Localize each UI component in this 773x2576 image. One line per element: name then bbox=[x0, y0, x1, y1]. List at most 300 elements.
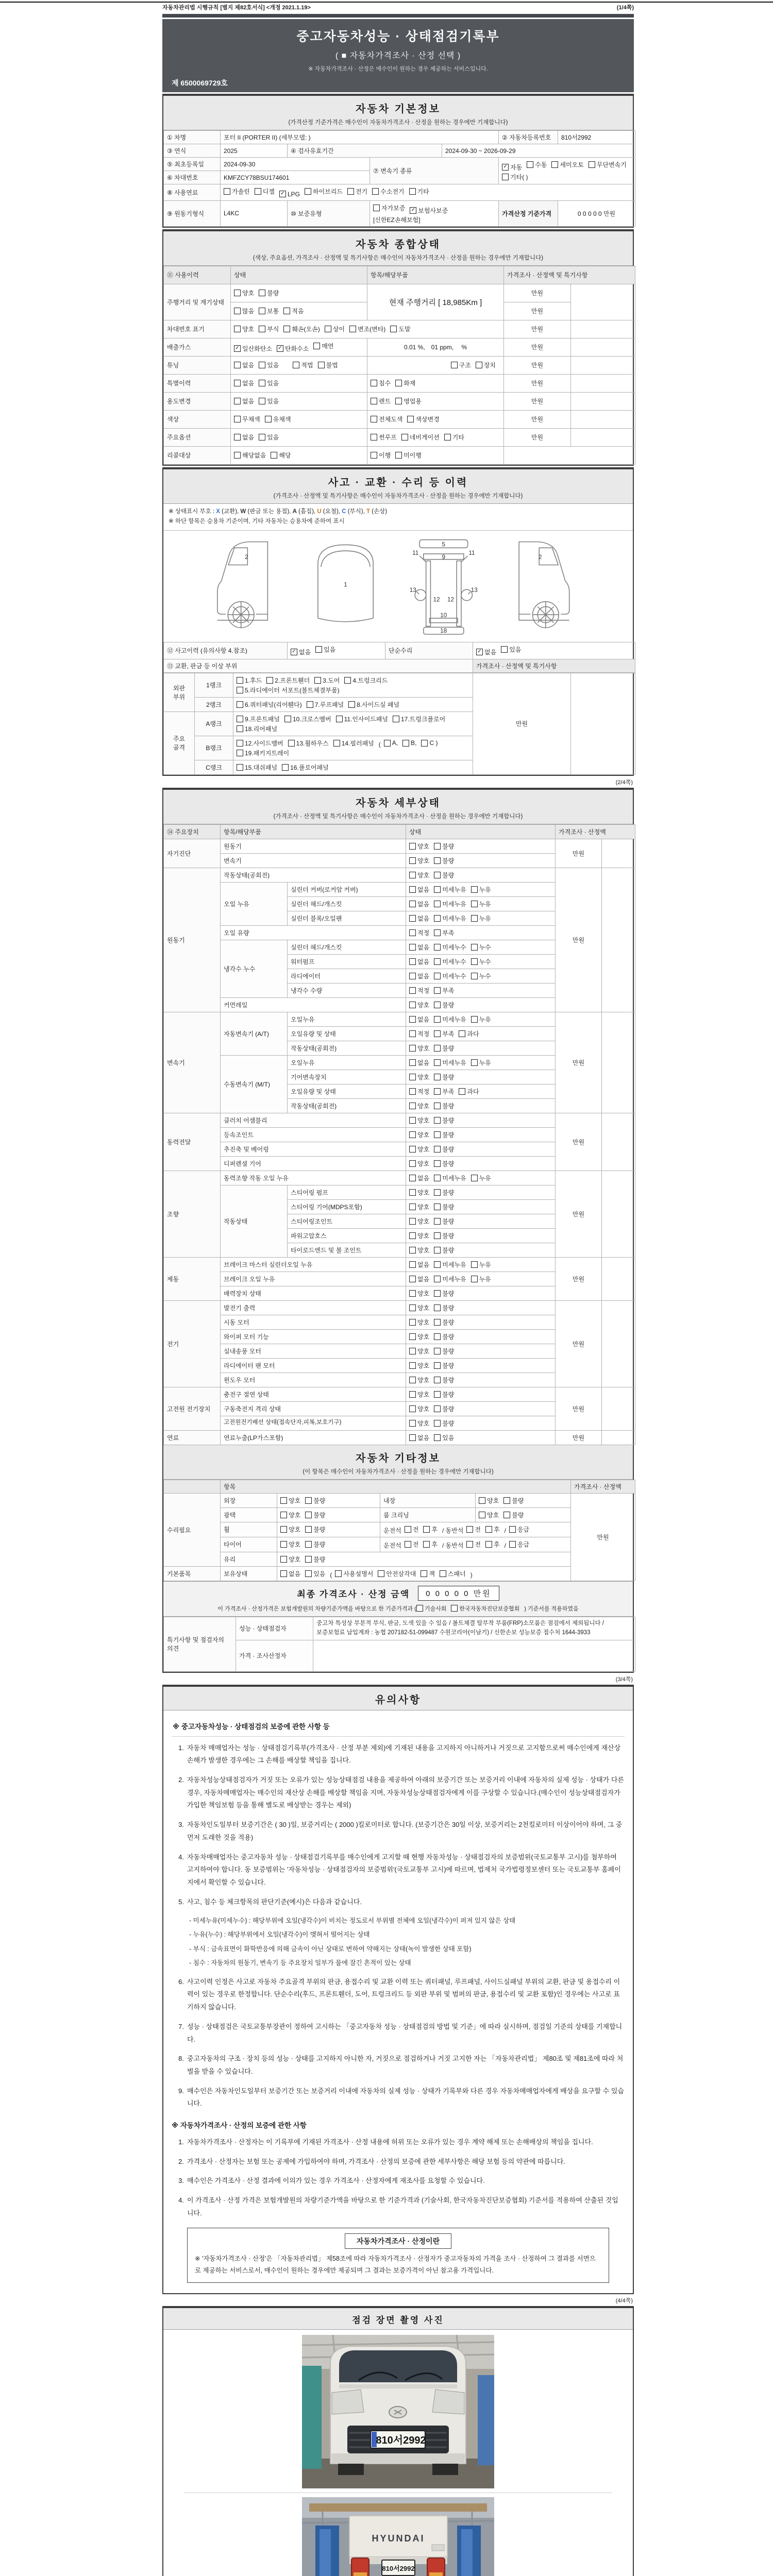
checkbox-option[interactable] bbox=[313, 342, 333, 350]
unchecked-checkbox-icon[interactable] bbox=[325, 326, 331, 332]
unchecked-checkbox-icon[interactable] bbox=[409, 1377, 416, 1383]
unchecked-checkbox-icon[interactable] bbox=[283, 326, 290, 332]
unchecked-checkbox-icon[interactable] bbox=[280, 1570, 287, 1577]
checkbox-option[interactable] bbox=[409, 1376, 429, 1384]
unchecked-checkbox-icon[interactable] bbox=[527, 161, 533, 168]
checkbox-option[interactable] bbox=[409, 1303, 429, 1312]
unchecked-checkbox-icon[interactable] bbox=[434, 1045, 441, 1052]
checkbox-option[interactable] bbox=[434, 900, 466, 908]
checkbox-option[interactable] bbox=[423, 1540, 438, 1549]
unchecked-checkbox-icon[interactable] bbox=[255, 188, 261, 195]
unchecked-checkbox-icon[interactable] bbox=[409, 1160, 416, 1167]
checked-checkbox-icon[interactable]: ✓ bbox=[502, 164, 509, 171]
checkbox-option[interactable] bbox=[409, 842, 429, 851]
unchecked-checkbox-icon[interactable] bbox=[434, 1232, 441, 1239]
checkbox-option[interactable] bbox=[434, 1202, 454, 1211]
unchecked-checkbox-icon[interactable] bbox=[409, 1405, 416, 1412]
unchecked-checkbox-icon[interactable] bbox=[259, 326, 265, 332]
checkbox-option[interactable] bbox=[409, 1145, 429, 1154]
unchecked-checkbox-icon[interactable] bbox=[409, 1290, 416, 1297]
unchecked-checkbox-icon[interactable] bbox=[434, 944, 441, 951]
checkbox-option[interactable] bbox=[409, 928, 429, 937]
checkbox-option[interactable] bbox=[459, 1087, 479, 1096]
unchecked-checkbox-icon[interactable] bbox=[409, 1189, 416, 1196]
checkbox-option[interactable] bbox=[409, 1260, 429, 1269]
unchecked-checkbox-icon[interactable] bbox=[471, 886, 478, 893]
unchecked-checkbox-icon[interactable] bbox=[409, 1117, 416, 1124]
checkbox-option[interactable] bbox=[409, 1246, 429, 1255]
unchecked-checkbox-icon[interactable] bbox=[409, 1074, 416, 1080]
unchecked-checkbox-icon[interactable] bbox=[409, 901, 416, 907]
unchecked-checkbox-icon[interactable] bbox=[471, 1059, 478, 1066]
checkbox-option[interactable] bbox=[434, 1289, 454, 1298]
unchecked-checkbox-icon[interactable] bbox=[471, 958, 478, 965]
unchecked-checkbox-icon[interactable] bbox=[371, 416, 377, 422]
checkbox-option[interactable] bbox=[434, 1188, 454, 1197]
checkbox-option[interactable] bbox=[423, 1525, 438, 1534]
unchecked-checkbox-icon[interactable] bbox=[409, 929, 416, 936]
unchecked-checkbox-icon[interactable] bbox=[401, 434, 408, 440]
unchecked-checkbox-icon[interactable] bbox=[434, 886, 441, 893]
checkbox-option[interactable] bbox=[434, 957, 466, 966]
unchecked-checkbox-icon[interactable] bbox=[471, 901, 478, 907]
unchecked-checkbox-icon[interactable] bbox=[434, 1117, 441, 1124]
unchecked-checkbox-icon[interactable] bbox=[479, 1512, 485, 1518]
unchecked-checkbox-icon[interactable] bbox=[237, 725, 243, 732]
checkbox-option[interactable] bbox=[390, 325, 410, 333]
unchecked-checkbox-icon[interactable] bbox=[471, 915, 478, 922]
checkbox-option[interactable] bbox=[434, 1376, 454, 1384]
checkbox-option[interactable] bbox=[471, 1275, 491, 1283]
unchecked-checkbox-icon[interactable] bbox=[434, 843, 441, 850]
unchecked-checkbox-icon[interactable] bbox=[305, 1570, 312, 1577]
checkbox-option[interactable] bbox=[434, 1145, 454, 1154]
unchecked-checkbox-icon[interactable] bbox=[409, 915, 416, 922]
checkbox-option[interactable] bbox=[509, 1540, 529, 1549]
checkbox-option[interactable] bbox=[283, 325, 320, 333]
unchecked-checkbox-icon[interactable] bbox=[234, 308, 241, 314]
checkbox-option[interactable] bbox=[434, 1275, 466, 1283]
checkbox-option[interactable] bbox=[279, 191, 300, 198]
checkbox-option[interactable] bbox=[288, 739, 329, 748]
unchecked-checkbox-icon[interactable] bbox=[409, 958, 416, 965]
unchecked-checkbox-icon[interactable] bbox=[466, 1541, 473, 1548]
checkbox-option[interactable] bbox=[237, 700, 302, 709]
checkbox-option[interactable] bbox=[336, 715, 388, 723]
checkbox-option[interactable] bbox=[371, 433, 397, 442]
unchecked-checkbox-icon[interactable] bbox=[409, 1261, 416, 1268]
unchecked-checkbox-icon[interactable] bbox=[237, 750, 243, 756]
unchecked-checkbox-icon[interactable] bbox=[434, 958, 441, 965]
checkbox-option[interactable] bbox=[234, 325, 254, 333]
checkbox-option[interactable] bbox=[409, 1188, 429, 1197]
checkbox-option[interactable] bbox=[259, 289, 279, 297]
checkbox-option[interactable] bbox=[466, 1525, 481, 1534]
checkbox-option[interactable] bbox=[471, 1058, 491, 1067]
unchecked-checkbox-icon[interactable] bbox=[434, 1377, 441, 1383]
unchecked-checkbox-icon[interactable] bbox=[434, 915, 441, 922]
checkbox-option[interactable] bbox=[259, 379, 279, 387]
unchecked-checkbox-icon[interactable] bbox=[451, 362, 458, 368]
checkbox-option[interactable] bbox=[305, 1496, 325, 1505]
unchecked-checkbox-icon[interactable] bbox=[259, 380, 265, 386]
checkbox-option[interactable] bbox=[485, 1540, 500, 1549]
checkbox-option[interactable] bbox=[503, 1511, 524, 1519]
checkbox-option[interactable] bbox=[434, 1231, 454, 1240]
checkbox-option[interactable] bbox=[409, 187, 429, 196]
checkbox-option[interactable] bbox=[280, 1525, 300, 1534]
checkbox-option[interactable] bbox=[277, 344, 309, 353]
unchecked-checkbox-icon[interactable] bbox=[434, 1002, 441, 1008]
checkbox-option[interactable] bbox=[409, 943, 429, 952]
checkbox-option[interactable] bbox=[234, 451, 266, 460]
checkbox-option[interactable] bbox=[234, 361, 254, 369]
unchecked-checkbox-icon[interactable] bbox=[434, 1405, 441, 1412]
unchecked-checkbox-icon[interactable] bbox=[409, 1276, 416, 1282]
unchecked-checkbox-icon[interactable] bbox=[434, 1131, 441, 1138]
checkbox-option[interactable] bbox=[409, 1318, 429, 1327]
checkbox-option[interactable] bbox=[589, 160, 627, 169]
checked-checkbox-icon[interactable]: ✓ bbox=[476, 649, 483, 655]
unchecked-checkbox-icon[interactable] bbox=[372, 188, 379, 195]
unchecked-checkbox-icon[interactable] bbox=[434, 1030, 441, 1037]
unchecked-checkbox-icon[interactable] bbox=[234, 326, 241, 332]
unchecked-checkbox-icon[interactable] bbox=[237, 701, 243, 708]
checkbox-option[interactable] bbox=[440, 1569, 466, 1578]
unchecked-checkbox-icon[interactable] bbox=[259, 308, 265, 314]
checkbox-option[interactable] bbox=[409, 1044, 429, 1053]
checkbox-option[interactable] bbox=[434, 1260, 466, 1269]
unchecked-checkbox-icon[interactable] bbox=[434, 1420, 441, 1427]
checkbox-option[interactable] bbox=[395, 451, 422, 460]
unchecked-checkbox-icon[interactable] bbox=[434, 1175, 441, 1181]
checkbox-option[interactable] bbox=[409, 1217, 429, 1226]
checkbox-option[interactable] bbox=[527, 160, 547, 169]
checkbox-option[interactable] bbox=[409, 914, 429, 923]
unchecked-checkbox-icon[interactable] bbox=[402, 740, 409, 747]
unchecked-checkbox-icon[interactable] bbox=[305, 1541, 312, 1548]
checkbox-option[interactable] bbox=[280, 1569, 300, 1578]
unchecked-checkbox-icon[interactable] bbox=[395, 380, 402, 386]
unchecked-checkbox-icon[interactable] bbox=[434, 1319, 441, 1326]
unchecked-checkbox-icon[interactable] bbox=[444, 434, 451, 440]
checkbox-option[interactable] bbox=[333, 739, 374, 748]
checkbox-option[interactable] bbox=[318, 361, 338, 369]
unchecked-checkbox-icon[interactable] bbox=[409, 1175, 416, 1181]
unchecked-checkbox-icon[interactable] bbox=[234, 290, 241, 296]
unchecked-checkbox-icon[interactable] bbox=[409, 1146, 416, 1153]
unchecked-checkbox-icon[interactable] bbox=[434, 1189, 441, 1196]
checkbox-option[interactable] bbox=[280, 1555, 300, 1564]
checkbox-option[interactable] bbox=[410, 206, 448, 215]
checkbox-option[interactable] bbox=[471, 900, 491, 908]
checkbox-option[interactable] bbox=[501, 645, 521, 654]
checkbox-option[interactable] bbox=[479, 1496, 499, 1505]
checkbox-option[interactable] bbox=[459, 1029, 479, 1038]
unchecked-checkbox-icon[interactable] bbox=[434, 1074, 441, 1080]
checkbox-option[interactable] bbox=[282, 763, 329, 772]
checkbox-option[interactable] bbox=[409, 1404, 429, 1413]
unchecked-checkbox-icon[interactable] bbox=[434, 1103, 441, 1109]
unchecked-checkbox-icon[interactable] bbox=[234, 452, 241, 459]
checkbox-option[interactable] bbox=[434, 1087, 454, 1096]
checkbox-option[interactable] bbox=[259, 433, 279, 442]
unchecked-checkbox-icon[interactable] bbox=[409, 1030, 416, 1037]
unchecked-checkbox-icon[interactable] bbox=[509, 1541, 516, 1548]
unchecked-checkbox-icon[interactable] bbox=[405, 1541, 411, 1548]
unchecked-checkbox-icon[interactable] bbox=[384, 740, 391, 747]
checkbox-option[interactable] bbox=[234, 415, 260, 423]
unchecked-checkbox-icon[interactable] bbox=[485, 1526, 492, 1533]
unchecked-checkbox-icon[interactable] bbox=[282, 764, 289, 771]
checkbox-option[interactable] bbox=[280, 1540, 300, 1549]
unchecked-checkbox-icon[interactable] bbox=[259, 434, 265, 440]
checkbox-option[interactable] bbox=[421, 739, 438, 747]
checkbox-option[interactable] bbox=[280, 1496, 300, 1505]
checkbox-option[interactable] bbox=[409, 1433, 429, 1442]
checkbox-option[interactable] bbox=[384, 739, 398, 747]
checkbox-option[interactable] bbox=[305, 1525, 325, 1534]
unchecked-checkbox-icon[interactable] bbox=[409, 1391, 416, 1398]
unchecked-checkbox-icon[interactable] bbox=[409, 944, 416, 951]
checkbox-option[interactable] bbox=[434, 1246, 454, 1255]
checkbox-option[interactable] bbox=[434, 972, 466, 980]
unchecked-checkbox-icon[interactable] bbox=[409, 973, 416, 979]
unchecked-checkbox-icon[interactable] bbox=[434, 1204, 441, 1210]
checkbox-option[interactable] bbox=[409, 1001, 429, 1009]
checkbox-option[interactable] bbox=[476, 361, 496, 369]
unchecked-checkbox-icon[interactable] bbox=[434, 1348, 441, 1354]
unchecked-checkbox-icon[interactable] bbox=[409, 1088, 416, 1095]
unchecked-checkbox-icon[interactable] bbox=[434, 1059, 441, 1066]
checkbox-option[interactable] bbox=[259, 307, 279, 315]
unchecked-checkbox-icon[interactable] bbox=[335, 1570, 342, 1577]
checkbox-option[interactable] bbox=[409, 1159, 429, 1168]
checkbox-option[interactable] bbox=[315, 645, 335, 654]
unchecked-checkbox-icon[interactable] bbox=[434, 1261, 441, 1268]
checkbox-option[interactable] bbox=[409, 1275, 429, 1283]
checkbox-option[interactable] bbox=[409, 1130, 429, 1139]
unchecked-checkbox-icon[interactable] bbox=[315, 646, 322, 653]
unchecked-checkbox-icon[interactable] bbox=[471, 1261, 478, 1268]
unchecked-checkbox-icon[interactable] bbox=[409, 872, 416, 878]
checkbox-option[interactable] bbox=[265, 415, 291, 423]
unchecked-checkbox-icon[interactable] bbox=[434, 1362, 441, 1369]
checkbox-option[interactable] bbox=[471, 885, 491, 894]
checkbox-option[interactable] bbox=[434, 1015, 466, 1024]
checked-checkbox-icon[interactable]: ✓ bbox=[410, 207, 416, 214]
checkbox-option[interactable] bbox=[335, 1569, 373, 1578]
checkbox-option[interactable] bbox=[407, 415, 439, 423]
checkbox-option[interactable] bbox=[434, 1174, 466, 1182]
unchecked-checkbox-icon[interactable] bbox=[434, 1146, 441, 1153]
unchecked-checkbox-icon[interactable] bbox=[409, 886, 416, 893]
checkbox-option[interactable] bbox=[291, 648, 311, 656]
unchecked-checkbox-icon[interactable] bbox=[407, 416, 414, 422]
checkbox-option[interactable] bbox=[409, 986, 429, 995]
unchecked-checkbox-icon[interactable] bbox=[405, 1526, 411, 1533]
checkbox-option[interactable] bbox=[409, 1390, 429, 1399]
checkbox-option[interactable] bbox=[409, 1116, 429, 1125]
unchecked-checkbox-icon[interactable] bbox=[471, 973, 478, 979]
unchecked-checkbox-icon[interactable] bbox=[259, 398, 265, 404]
checked-checkbox-icon[interactable]: ✓ bbox=[279, 191, 286, 197]
checkbox-option[interactable] bbox=[293, 361, 313, 369]
checkbox-option[interactable] bbox=[434, 1361, 454, 1370]
checkbox-option[interactable] bbox=[471, 1015, 491, 1024]
checkbox-option[interactable] bbox=[237, 739, 283, 748]
unchecked-checkbox-icon[interactable] bbox=[259, 290, 265, 296]
checkbox-option[interactable] bbox=[409, 871, 429, 879]
unchecked-checkbox-icon[interactable] bbox=[288, 740, 295, 747]
unchecked-checkbox-icon[interactable] bbox=[509, 1526, 516, 1533]
unchecked-checkbox-icon[interactable] bbox=[305, 1497, 312, 1504]
checkbox-option[interactable] bbox=[349, 325, 385, 333]
checkbox-option[interactable] bbox=[305, 1511, 325, 1519]
checkbox-option[interactable] bbox=[434, 1101, 454, 1110]
unchecked-checkbox-icon[interactable] bbox=[234, 362, 241, 368]
checkbox-option[interactable] bbox=[237, 724, 277, 733]
unchecked-checkbox-icon[interactable] bbox=[434, 1290, 441, 1297]
unchecked-checkbox-icon[interactable] bbox=[371, 398, 377, 404]
unchecked-checkbox-icon[interactable] bbox=[395, 452, 402, 459]
checkbox-option[interactable] bbox=[395, 379, 415, 387]
checkbox-option[interactable] bbox=[409, 1015, 429, 1024]
checkbox-option[interactable] bbox=[434, 1044, 454, 1053]
unchecked-checkbox-icon[interactable] bbox=[434, 872, 441, 878]
checkbox-option[interactable] bbox=[409, 1087, 429, 1096]
checkbox-option[interactable] bbox=[371, 379, 391, 387]
unchecked-checkbox-icon[interactable] bbox=[409, 1059, 416, 1066]
unchecked-checkbox-icon[interactable] bbox=[265, 416, 272, 422]
checkbox-option[interactable] bbox=[409, 1361, 429, 1370]
unchecked-checkbox-icon[interactable] bbox=[434, 929, 441, 936]
unchecked-checkbox-icon[interactable] bbox=[371, 452, 377, 459]
checkbox-option[interactable] bbox=[283, 307, 304, 315]
unchecked-checkbox-icon[interactable] bbox=[409, 1131, 416, 1138]
unchecked-checkbox-icon[interactable] bbox=[423, 1526, 430, 1533]
checkbox-option[interactable] bbox=[409, 1419, 429, 1428]
checkbox-option[interactable] bbox=[434, 1073, 454, 1081]
checkbox-option[interactable] bbox=[434, 1217, 454, 1226]
unchecked-checkbox-icon[interactable] bbox=[409, 1045, 416, 1052]
unchecked-checkbox-icon[interactable] bbox=[280, 1512, 287, 1518]
unchecked-checkbox-icon[interactable] bbox=[314, 677, 321, 684]
unchecked-checkbox-icon[interactable] bbox=[434, 1333, 441, 1340]
checkbox-option[interactable] bbox=[378, 1569, 416, 1578]
checkbox-option[interactable] bbox=[416, 1604, 447, 1613]
unchecked-checkbox-icon[interactable] bbox=[503, 1512, 510, 1518]
unchecked-checkbox-icon[interactable] bbox=[434, 1304, 441, 1311]
unchecked-checkbox-icon[interactable] bbox=[347, 188, 354, 195]
unchecked-checkbox-icon[interactable] bbox=[259, 362, 265, 368]
checkbox-option[interactable] bbox=[373, 204, 405, 212]
unchecked-checkbox-icon[interactable] bbox=[378, 1570, 384, 1577]
checkbox-option[interactable] bbox=[271, 451, 291, 460]
unchecked-checkbox-icon[interactable] bbox=[409, 1319, 416, 1326]
checkbox-option[interactable] bbox=[347, 187, 367, 196]
unchecked-checkbox-icon[interactable] bbox=[224, 188, 230, 195]
checkbox-option[interactable] bbox=[259, 361, 279, 369]
checkbox-option[interactable] bbox=[401, 433, 440, 442]
checkbox-option[interactable] bbox=[509, 1525, 529, 1534]
checkbox-option[interactable] bbox=[305, 1540, 325, 1549]
unchecked-checkbox-icon[interactable] bbox=[305, 1556, 312, 1563]
unchecked-checkbox-icon[interactable] bbox=[293, 362, 299, 368]
checkbox-option[interactable] bbox=[371, 451, 391, 460]
unchecked-checkbox-icon[interactable] bbox=[451, 1605, 458, 1612]
unchecked-checkbox-icon[interactable] bbox=[234, 398, 241, 404]
checkbox-option[interactable] bbox=[434, 943, 466, 952]
checkbox-option[interactable] bbox=[237, 763, 277, 772]
checkbox-option[interactable] bbox=[471, 1260, 491, 1269]
checkbox-option[interactable] bbox=[434, 871, 454, 879]
checkbox-option[interactable] bbox=[234, 307, 254, 315]
unchecked-checkbox-icon[interactable] bbox=[344, 677, 351, 684]
checkbox-option[interactable] bbox=[409, 1073, 429, 1081]
checkbox-option[interactable] bbox=[503, 1496, 524, 1505]
unchecked-checkbox-icon[interactable] bbox=[409, 1002, 416, 1008]
unchecked-checkbox-icon[interactable] bbox=[371, 380, 377, 386]
checkbox-option[interactable] bbox=[409, 1202, 429, 1211]
checkbox-option[interactable] bbox=[485, 1525, 500, 1534]
unchecked-checkbox-icon[interactable] bbox=[280, 1526, 287, 1533]
checkbox-option[interactable] bbox=[409, 1347, 429, 1355]
unchecked-checkbox-icon[interactable] bbox=[421, 1570, 427, 1577]
unchecked-checkbox-icon[interactable] bbox=[318, 362, 325, 368]
unchecked-checkbox-icon[interactable] bbox=[434, 1088, 441, 1095]
checkbox-option[interactable] bbox=[434, 1332, 454, 1341]
unchecked-checkbox-icon[interactable] bbox=[409, 1362, 416, 1369]
checkbox-option[interactable] bbox=[305, 1555, 325, 1564]
checkbox-option[interactable] bbox=[409, 856, 429, 865]
checkbox-option[interactable] bbox=[405, 1525, 419, 1534]
checkbox-option[interactable] bbox=[409, 1231, 429, 1240]
checkbox-option[interactable] bbox=[409, 900, 429, 908]
checkbox-option[interactable] bbox=[259, 325, 279, 333]
unchecked-checkbox-icon[interactable] bbox=[421, 740, 428, 747]
checkbox-option[interactable] bbox=[434, 1419, 454, 1428]
unchecked-checkbox-icon[interactable] bbox=[390, 326, 397, 332]
checkbox-option[interactable] bbox=[471, 914, 491, 923]
checkbox-option[interactable] bbox=[434, 1318, 454, 1327]
checkbox-option[interactable] bbox=[434, 914, 466, 923]
unchecked-checkbox-icon[interactable] bbox=[409, 1232, 416, 1239]
checkbox-option[interactable] bbox=[434, 1001, 454, 1009]
checkbox-option[interactable] bbox=[434, 1404, 454, 1413]
unchecked-checkbox-icon[interactable] bbox=[336, 716, 343, 722]
checkbox-option[interactable] bbox=[234, 289, 254, 297]
unchecked-checkbox-icon[interactable] bbox=[237, 716, 243, 722]
checkbox-option[interactable] bbox=[434, 1159, 454, 1168]
unchecked-checkbox-icon[interactable] bbox=[409, 1304, 416, 1311]
unchecked-checkbox-icon[interactable] bbox=[237, 764, 243, 771]
unchecked-checkbox-icon[interactable] bbox=[434, 1276, 441, 1282]
checkbox-option[interactable] bbox=[255, 187, 275, 196]
unchecked-checkbox-icon[interactable] bbox=[313, 343, 320, 349]
unchecked-checkbox-icon[interactable] bbox=[485, 1541, 492, 1548]
unchecked-checkbox-icon[interactable] bbox=[434, 1391, 441, 1398]
unchecked-checkbox-icon[interactable] bbox=[409, 1434, 416, 1441]
unchecked-checkbox-icon[interactable] bbox=[409, 1247, 416, 1253]
checkbox-option[interactable] bbox=[344, 676, 388, 685]
checkbox-option[interactable] bbox=[434, 885, 466, 894]
checkbox-option[interactable] bbox=[409, 1058, 429, 1067]
checkbox-option[interactable] bbox=[305, 1569, 325, 1578]
unchecked-checkbox-icon[interactable] bbox=[237, 687, 243, 693]
unchecked-checkbox-icon[interactable] bbox=[395, 398, 402, 404]
unchecked-checkbox-icon[interactable] bbox=[234, 434, 241, 440]
